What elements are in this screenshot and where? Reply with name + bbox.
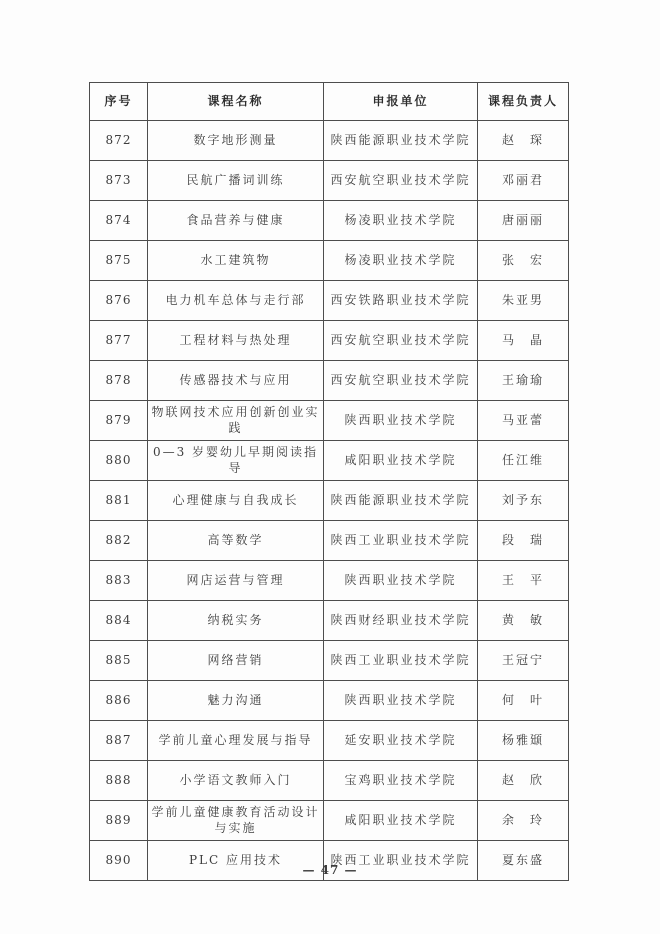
table-row — [90, 601, 569, 641]
cell-course-leader: 王瑜瑜 — [478, 361, 569, 401]
table-header-row — [90, 83, 569, 121]
cell-course-name: 学前儿童心理发展与指导 — [148, 721, 324, 761]
cell-serial-number: 876 — [90, 281, 148, 321]
table-row — [90, 561, 569, 601]
cell-declaring-unit: 西安铁路职业技术学院 — [324, 281, 478, 321]
cell-course-name: 网络营销 — [148, 641, 324, 681]
cell-declaring-unit: 杨凌职业技术学院 — [324, 201, 478, 241]
cell-course-leader: 王 平 — [478, 561, 569, 601]
cell-course-leader: 何 叶 — [478, 681, 569, 721]
cell-course-name: 传感器技术与应用 — [148, 361, 324, 401]
cell-course-leader: 唐丽丽 — [478, 201, 569, 241]
cell-course-name: 数字地形测量 — [148, 121, 324, 161]
header-course-name: 课程名称 — [148, 83, 324, 121]
cell-declaring-unit: 西安航空职业技术学院 — [324, 321, 478, 361]
table-row — [90, 761, 569, 801]
cell-course-name: 魅力沟通 — [148, 681, 324, 721]
cell-course-name: 水工建筑物 — [148, 241, 324, 281]
cell-serial-number: 881 — [90, 481, 148, 521]
cell-declaring-unit: 陕西能源职业技术学院 — [324, 481, 478, 521]
cell-declaring-unit: 陕西工业职业技术学院 — [324, 641, 478, 681]
cell-serial-number: 873 — [90, 161, 148, 201]
cell-course-name: 小学语文教师入门 — [148, 761, 324, 801]
cell-course-name: 0—3 岁婴幼儿早期阅读指导 — [148, 441, 324, 481]
cell-serial-number: 889 — [90, 801, 148, 841]
cell-course-name: 纳税实务 — [148, 601, 324, 641]
cell-course-leader: 刘予东 — [478, 481, 569, 521]
cell-course-name: 心理健康与自我成长 — [148, 481, 324, 521]
cell-declaring-unit: 陕西工业职业技术学院 — [324, 841, 478, 881]
table-row — [90, 241, 569, 281]
cell-course-leader: 赵 欣 — [478, 761, 569, 801]
cell-course-name: PLC 应用技术 — [148, 841, 324, 881]
page-number: — 47 — — [302, 863, 358, 877]
header-course-leader: 课程负责人 — [478, 83, 569, 121]
header-declaring-unit: 申报单位 — [324, 83, 478, 121]
cell-course-leader: 马亚蕾 — [478, 401, 569, 441]
cell-course-name: 物联网技术应用创新创业实践 — [148, 401, 324, 441]
table-row — [90, 201, 569, 241]
cell-declaring-unit: 西安航空职业技术学院 — [324, 361, 478, 401]
cell-course-leader: 段 瑞 — [478, 521, 569, 561]
cell-course-name: 高等数学 — [148, 521, 324, 561]
cell-declaring-unit: 陕西职业技术学院 — [324, 561, 478, 601]
cell-declaring-unit: 咸阳职业技术学院 — [324, 801, 478, 841]
table-row — [90, 521, 569, 561]
header-serial-number: 序号 — [90, 83, 148, 121]
cell-course-leader: 张 宏 — [478, 241, 569, 281]
table-row — [90, 641, 569, 681]
cell-course-leader: 马 晶 — [478, 321, 569, 361]
cell-course-name: 学前儿童健康教育活动设计与实施 — [148, 801, 324, 841]
cell-serial-number: 890 — [90, 841, 148, 881]
table-row — [90, 121, 569, 161]
cell-course-name: 民航广播词训练 — [148, 161, 324, 201]
cell-serial-number: 886 — [90, 681, 148, 721]
cell-serial-number: 872 — [90, 121, 148, 161]
cell-course-leader: 赵 琛 — [478, 121, 569, 161]
table-row — [90, 281, 569, 321]
cell-course-leader: 黄 敏 — [478, 601, 569, 641]
table-row — [90, 801, 569, 841]
cell-serial-number: 879 — [90, 401, 148, 441]
cell-serial-number: 888 — [90, 761, 148, 801]
cell-serial-number: 875 — [90, 241, 148, 281]
cell-course-leader: 朱亚男 — [478, 281, 569, 321]
table-row — [90, 681, 569, 721]
cell-course-leader: 余 玲 — [478, 801, 569, 841]
cell-serial-number: 880 — [90, 441, 148, 481]
course-table — [89, 82, 569, 881]
cell-course-name: 网店运营与管理 — [148, 561, 324, 601]
cell-serial-number: 887 — [90, 721, 148, 761]
cell-course-name: 电力机车总体与走行部 — [148, 281, 324, 321]
cell-declaring-unit: 宝鸡职业技术学院 — [324, 761, 478, 801]
cell-declaring-unit: 陕西职业技术学院 — [324, 681, 478, 721]
table-row — [90, 441, 569, 481]
table-row — [90, 161, 569, 201]
cell-serial-number: 877 — [90, 321, 148, 361]
table-row — [90, 401, 569, 441]
cell-declaring-unit: 延安职业技术学院 — [324, 721, 478, 761]
cell-course-leader: 杨雅颋 — [478, 721, 569, 761]
cell-serial-number: 883 — [90, 561, 148, 601]
cell-declaring-unit: 西安航空职业技术学院 — [324, 161, 478, 201]
cell-serial-number: 884 — [90, 601, 148, 641]
cell-serial-number: 874 — [90, 201, 148, 241]
cell-course-leader: 王冠宁 — [478, 641, 569, 681]
cell-serial-number: 885 — [90, 641, 148, 681]
table-row — [90, 721, 569, 761]
cell-declaring-unit: 陕西能源职业技术学院 — [324, 121, 478, 161]
table-row — [90, 321, 569, 361]
cell-course-leader: 夏东盛 — [478, 841, 569, 881]
cell-declaring-unit: 陕西职业技术学院 — [324, 401, 478, 441]
table-row — [90, 361, 569, 401]
cell-declaring-unit: 杨凌职业技术学院 — [324, 241, 478, 281]
table-row — [90, 481, 569, 521]
cell-serial-number: 878 — [90, 361, 148, 401]
cell-course-leader: 任江维 — [478, 441, 569, 481]
cell-declaring-unit: 陕西工业职业技术学院 — [324, 521, 478, 561]
cell-declaring-unit: 陕西财经职业技术学院 — [324, 601, 478, 641]
cell-course-name: 食品营养与健康 — [148, 201, 324, 241]
cell-course-leader: 邓丽君 — [478, 161, 569, 201]
cell-course-name: 工程材料与热处理 — [148, 321, 324, 361]
cell-serial-number: 882 — [90, 521, 148, 561]
cell-declaring-unit: 咸阳职业技术学院 — [324, 441, 478, 481]
